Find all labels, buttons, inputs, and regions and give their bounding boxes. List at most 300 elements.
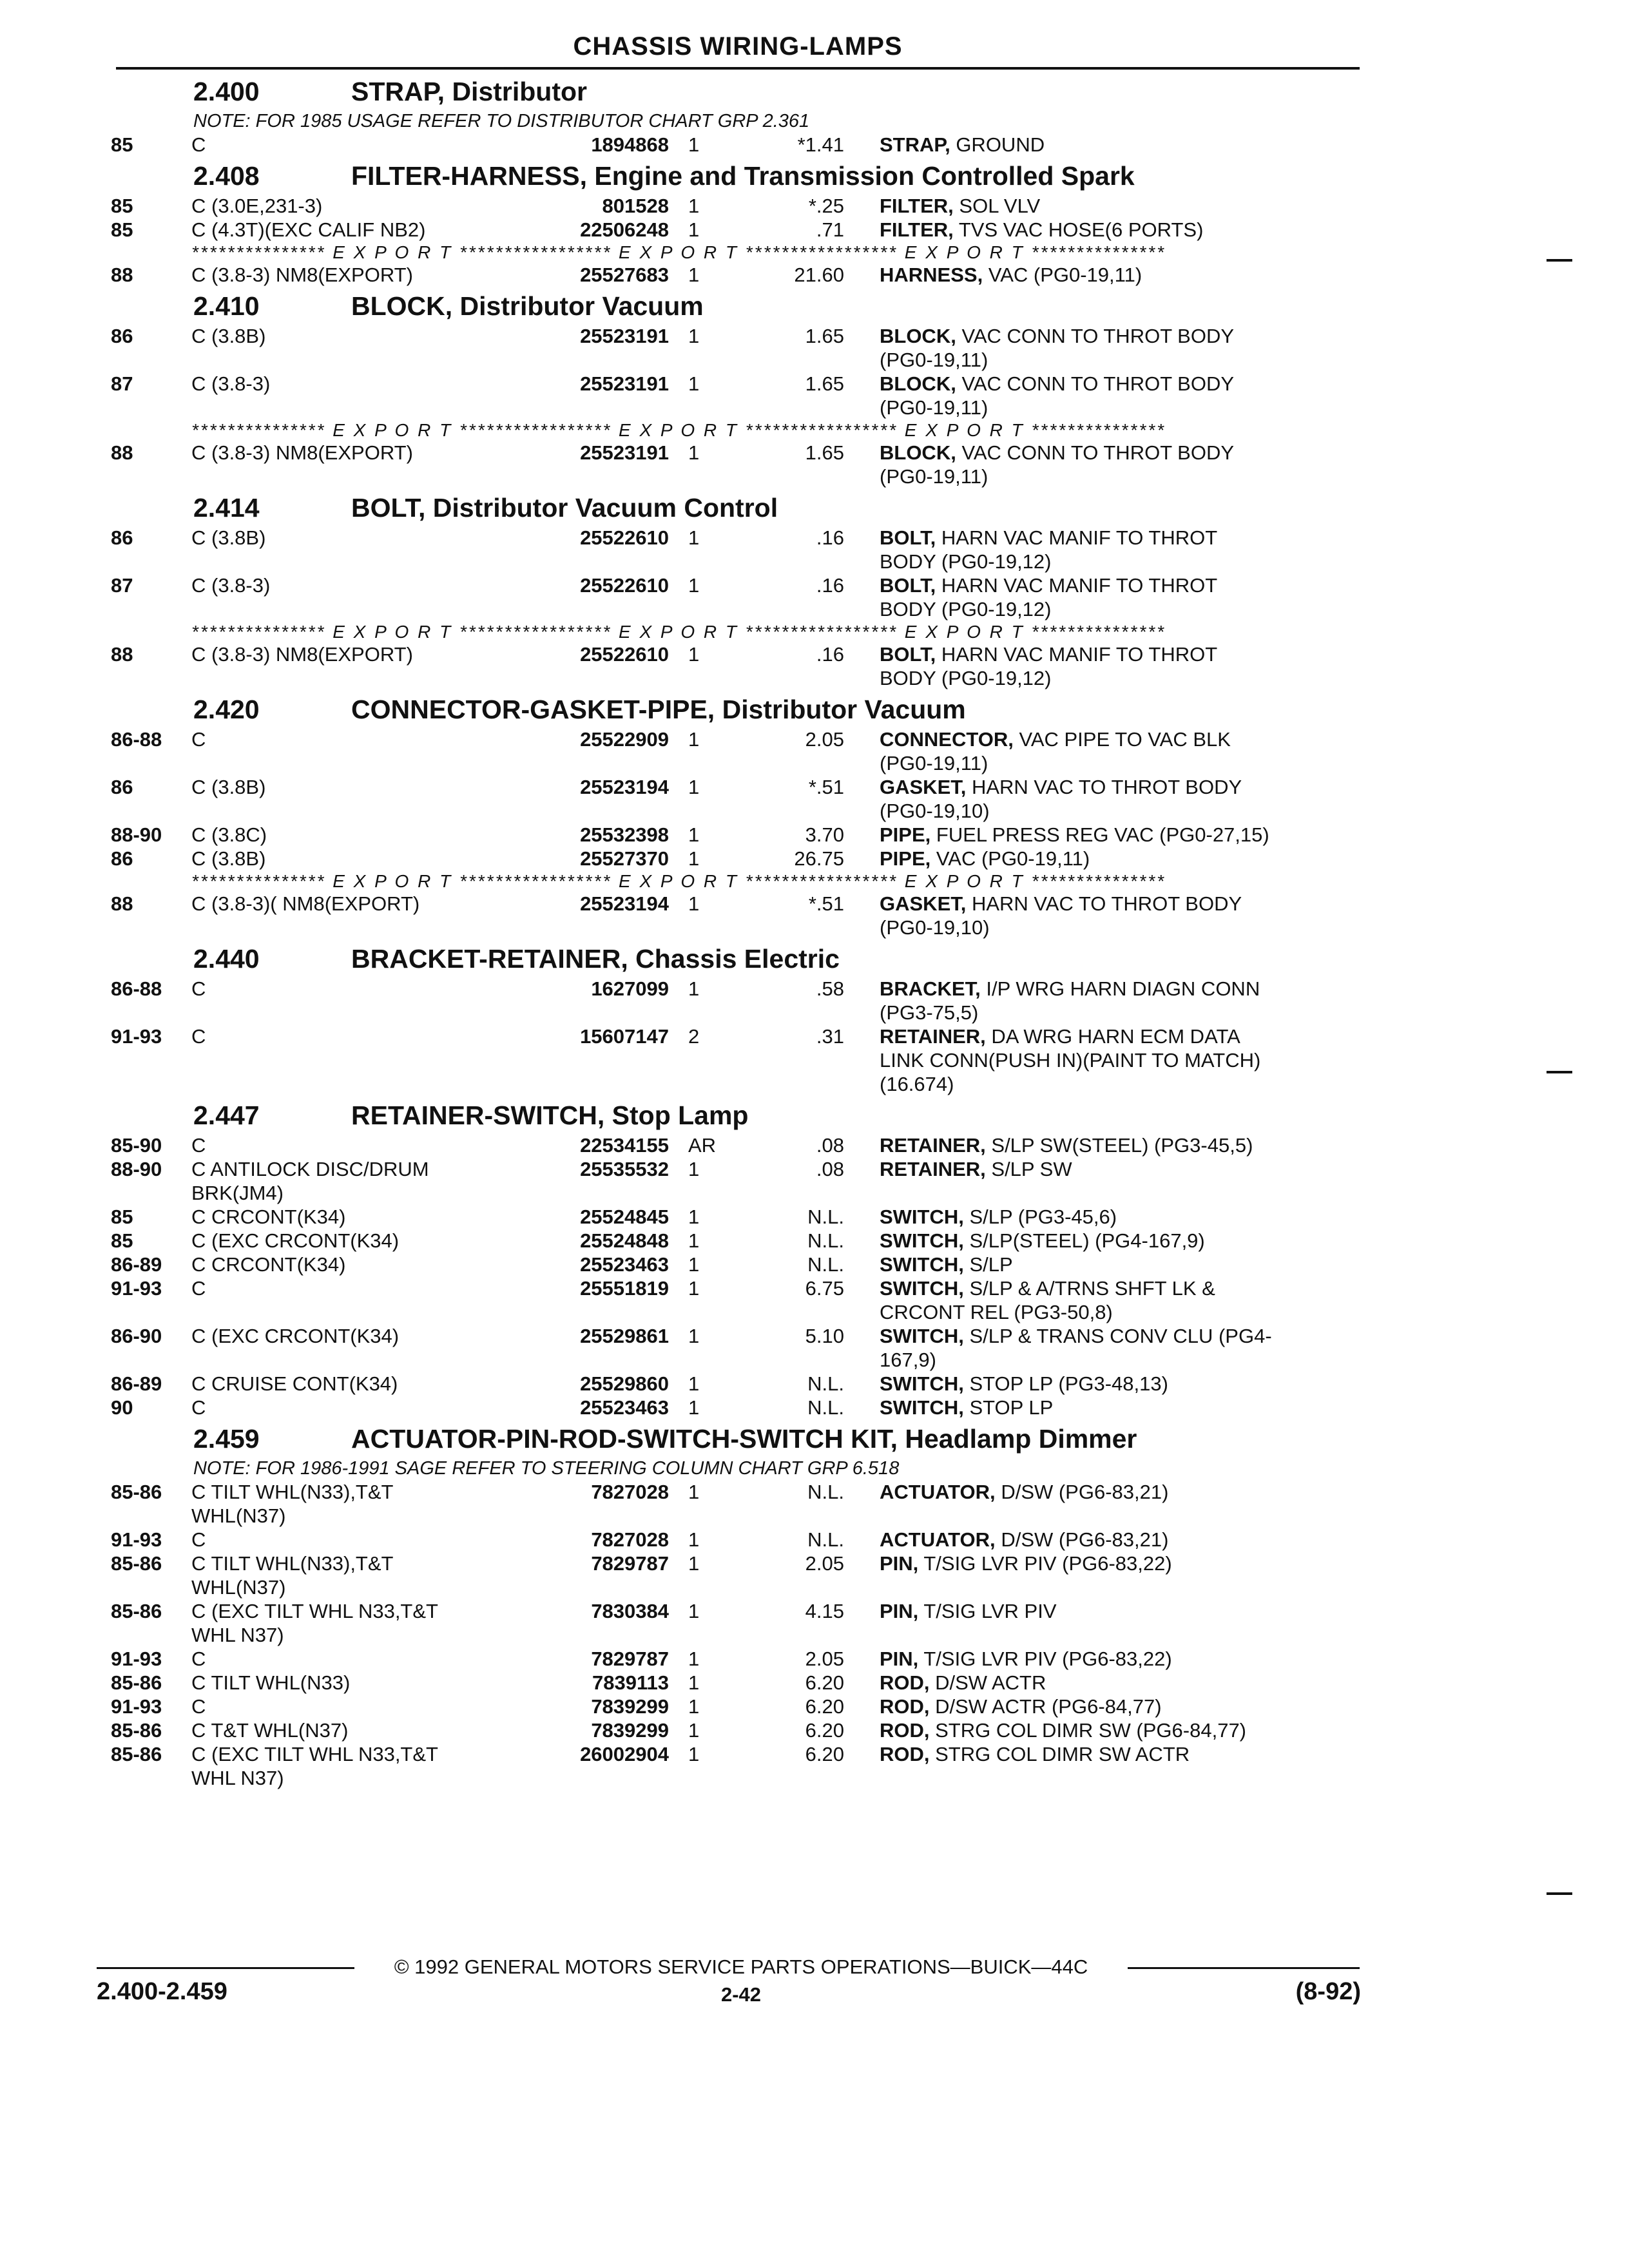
quantity: 1 [688, 1158, 700, 1180]
part-number: 25523191 [580, 325, 669, 347]
part-name-noun: FILTER, [880, 195, 954, 217]
part-name-noun: ROD, [880, 1671, 930, 1694]
usage-description [191, 1742, 539, 1790]
usage-text: C (3.8B) [191, 325, 269, 347]
part-name-text [880, 977, 1260, 1024]
usage-text: C (3.8-3) NM8(EXPORT) [191, 441, 417, 464]
table-row [0, 1157, 1629, 1205]
part-number: 25523191 [580, 441, 669, 464]
section-header [0, 1096, 1629, 1133]
part-name [880, 1024, 1353, 1096]
table-row [0, 1552, 1629, 1599]
page-title: CHASSIS WIRING-LAMPS [573, 32, 903, 61]
table-row [0, 1671, 1629, 1695]
section-title: FILTER-HARNESS, Engine and Transmission Controlled Spark [351, 161, 1135, 191]
part-name [880, 1742, 1353, 1766]
part-name-text [880, 1229, 1213, 1252]
quantity: 1 [688, 1695, 700, 1718]
model-years: 85-86 [111, 1552, 162, 1575]
part-number: 22506248 [580, 218, 669, 241]
part-name [880, 642, 1353, 690]
part-number: 25532398 [580, 823, 669, 846]
quantity: 1 [688, 1600, 700, 1622]
usage-text: C (3.8-3) [191, 574, 274, 597]
part-name-noun: SWITCH, [880, 1325, 964, 1347]
price: .71 [816, 218, 844, 241]
part-name-detail: S/LP & A/TRNS SHFT LK & CRCONT REL (PG3-50,8) [880, 1277, 1215, 1323]
part-name [880, 194, 1353, 218]
section-number: 2.440 [193, 944, 260, 974]
price: 4.15 [805, 1600, 844, 1622]
price: .08 [816, 1134, 844, 1157]
quantity: 1 [688, 728, 700, 751]
part-number: 25524848 [580, 1229, 669, 1252]
table-row [0, 1742, 1629, 1790]
model-years: 88 [111, 892, 133, 915]
section-note: NOTE: FOR 1986-1991 SAGE REFER TO STEERING COLUMN CHART GRP 6.518 [193, 1458, 900, 1479]
part-name [880, 977, 1353, 1024]
model-years: 85-86 [111, 1743, 162, 1765]
quantity: 1 [688, 847, 700, 870]
price: .16 [816, 526, 844, 549]
part-name-text [880, 1325, 1272, 1371]
quantity: AR [688, 1134, 717, 1157]
section-header [0, 939, 1629, 977]
part-name-detail: DA WRG HARN ECM DATA LINK CONN(PUSH IN)(PAINT TO MATCH) (16.674) [880, 1025, 1261, 1095]
model-years: 91-93 [111, 1025, 162, 1048]
price: .08 [816, 1158, 844, 1180]
part-name [880, 727, 1353, 775]
quantity: 1 [688, 1528, 700, 1551]
table-row [0, 1205, 1629, 1229]
part-number: 7839113 [592, 1671, 669, 1694]
part-name-detail: S/LP SW(STEEL) (PG3-45,5) [991, 1134, 1253, 1157]
price: 21.60 [794, 264, 844, 286]
part-name-detail: D/SW ACTR (PG6-84,77) [935, 1695, 1162, 1718]
export-divider: *************** E X P O R T ***************** E X P O R T ***************** E X P O R T *************** [191, 420, 1166, 440]
part-name [880, 892, 1353, 939]
section-title: BRACKET-RETAINER, Chassis Electric [351, 944, 840, 974]
model-years: 86-89 [111, 1372, 162, 1395]
table-row [0, 218, 1629, 242]
part-name-detail: HARN VAC MANIF TO THROT BODY (PG0-19,12) [880, 574, 1218, 620]
part-name [880, 372, 1353, 419]
part-name-text [880, 441, 1234, 488]
quantity: 1 [688, 1552, 700, 1575]
table-row [0, 977, 1629, 1024]
model-years: 85-90 [111, 1134, 162, 1157]
part-name-noun: STRAP, [880, 133, 950, 156]
quantity: 1 [688, 823, 700, 846]
usage-description [191, 1276, 539, 1300]
usage-description [191, 526, 539, 550]
quantity: 1 [688, 195, 700, 217]
section-note: NOTE: FOR 1985 USAGE REFER TO DISTRIBUTOR CHART GRP 2.361 [193, 111, 810, 131]
price: 1.65 [805, 372, 844, 395]
part-name-detail: D/SW (PG6-83,21) [1001, 1481, 1169, 1503]
section-number: 2.410 [193, 291, 260, 321]
part-name [880, 526, 1353, 573]
usage-text: C CRUISE CONT(K34) [191, 1372, 401, 1395]
table-row [0, 1599, 1629, 1647]
part-name-detail: HARN VAC MANIF TO THROT BODY (PG0-19,12) [880, 526, 1218, 573]
model-years: 85 [111, 133, 133, 156]
model-years: 86-90 [111, 1325, 162, 1347]
footer-section-range: 2.400-2.459 [97, 1978, 227, 2005]
part-number: 25529860 [580, 1372, 669, 1395]
usage-text: C (3.8B) [191, 847, 269, 870]
part-name-detail: S/LP(STEEL) (PG4-167,9) [969, 1229, 1205, 1252]
usage-description [191, 892, 539, 916]
usage-text: C (3.8C) [191, 823, 271, 846]
usage-text: C [191, 1025, 209, 1048]
price: 6.20 [805, 1671, 844, 1694]
price: N.L. [807, 1528, 844, 1551]
part-name-noun: GASKET, [880, 776, 967, 798]
model-years: 91-93 [111, 1695, 162, 1718]
footer-rule-right [1128, 1967, 1360, 1969]
price: 6.75 [805, 1277, 844, 1300]
usage-description [191, 1647, 539, 1671]
usage-description [191, 1024, 539, 1048]
part-name-noun: ROD, [880, 1695, 930, 1718]
table-row [0, 1133, 1629, 1157]
part-name-text [880, 195, 1048, 217]
part-name [880, 573, 1353, 621]
price: N.L. [807, 1372, 844, 1395]
part-number: 7829787 [591, 1648, 669, 1670]
part-name [880, 1372, 1353, 1396]
part-number: 7839299 [591, 1719, 669, 1742]
part-name [880, 823, 1353, 847]
usage-description [191, 1229, 539, 1253]
price: .16 [816, 643, 844, 666]
model-years: 91-93 [111, 1648, 162, 1670]
usage-description [191, 642, 539, 666]
usage-text: C (3.0E,231-3) [191, 195, 326, 217]
part-name-detail: VAC PIPE TO VAC BLK (PG0-19,11) [880, 728, 1231, 774]
price: 26.75 [794, 847, 844, 870]
table-row [0, 573, 1629, 621]
part-name-text [880, 1743, 1197, 1765]
section-header [0, 690, 1629, 727]
part-name [880, 1229, 1353, 1253]
part-name-text [880, 847, 1097, 870]
table-row [0, 642, 1629, 690]
part-name-text [880, 1671, 1054, 1694]
part-name-detail: TVS VAC HOSE(6 PORTS) [958, 218, 1204, 241]
quantity: 1 [688, 218, 700, 241]
part-name-detail: VAC CONN TO THROT BODY (PG0-19,11) [880, 372, 1235, 419]
part-name-text [880, 643, 1217, 689]
table-row [0, 1647, 1629, 1671]
part-name-text [880, 1552, 1180, 1575]
table-row [0, 727, 1629, 775]
quantity: 1 [688, 325, 700, 347]
usage-text: C T&T WHL(N37) [191, 1719, 352, 1742]
part-name-noun: RETAINER, [880, 1134, 986, 1157]
price: N.L. [807, 1481, 844, 1503]
footer-page-number: 2-42 [720, 1983, 762, 2006]
model-years: 85-86 [111, 1600, 162, 1622]
part-name-noun: ACTUATOR, [880, 1481, 996, 1503]
model-years: 86-89 [111, 1253, 162, 1276]
quantity: 2 [688, 1025, 700, 1048]
part-name [880, 1253, 1353, 1276]
model-years: 88 [111, 643, 133, 666]
table-row [0, 1480, 1629, 1528]
usage-description [191, 775, 539, 799]
part-name-noun: BLOCK, [880, 325, 956, 347]
part-name-noun: BRACKET, [880, 977, 981, 1000]
quantity: 1 [688, 1671, 700, 1694]
quantity: 1 [688, 1325, 700, 1347]
table-row [0, 1372, 1629, 1396]
part-name-detail: D/SW (PG6-83,21) [1001, 1528, 1169, 1551]
part-name-noun: RETAINER, [880, 1158, 986, 1180]
usage-description [191, 1372, 539, 1396]
part-name-text [880, 1396, 1061, 1419]
section-title: BOLT, Distributor Vacuum Control [351, 493, 778, 523]
table-row [0, 1024, 1629, 1096]
part-name-noun: BOLT, [880, 526, 936, 549]
usage-text: C [191, 1134, 209, 1157]
model-years: 85 [111, 218, 133, 241]
price: *.51 [808, 892, 844, 915]
usage-text: C [191, 1277, 209, 1300]
part-name-noun: SWITCH, [880, 1206, 964, 1228]
part-name-text [880, 728, 1231, 774]
part-number: 25551819 [580, 1277, 669, 1300]
usage-text: C (EXC TILT WHL N33,T&T WHL N37) [191, 1600, 438, 1646]
part-name-noun: PIN, [880, 1648, 919, 1670]
part-name-detail: STOP LP (PG3-48,13) [969, 1372, 1168, 1395]
model-years: 87 [111, 372, 133, 395]
part-name [880, 1480, 1353, 1504]
usage-description [191, 1133, 539, 1157]
part-number: 25523463 [580, 1396, 669, 1419]
part-name-detail: VAC CONN TO THROT BODY (PG0-19,11) [880, 441, 1235, 488]
usage-text: C (3.8-3) NM8(EXPORT) [191, 264, 417, 286]
model-years: 86-88 [111, 728, 162, 751]
part-number: 7829787 [591, 1552, 669, 1575]
usage-description [191, 1671, 539, 1695]
quantity: 1 [688, 264, 700, 286]
section-header [0, 72, 1629, 110]
usage-description [191, 133, 539, 157]
part-name [880, 441, 1353, 488]
usage-description [191, 573, 539, 597]
part-name-detail: T/SIG LVR PIV (PG6-83,22) [923, 1648, 1172, 1670]
usage-text: C (3.8-3)( NM8(EXPORT) [191, 892, 423, 915]
part-number: 7830384 [591, 1600, 669, 1622]
part-name-detail: I/P WRG HARN DIAGN CONN (PG3-75,5) [880, 977, 1260, 1024]
part-number: 1627099 [591, 977, 669, 1000]
price: *1.41 [797, 133, 844, 156]
part-number: 25529861 [580, 1325, 669, 1347]
price: 2.05 [805, 1552, 844, 1575]
usage-text: C (3.8-3) NM8(EXPORT) [191, 643, 417, 666]
part-name-detail: S/LP (PG3-45,6) [969, 1206, 1117, 1228]
part-number: 25522610 [580, 643, 669, 666]
quantity: 1 [688, 1719, 700, 1742]
part-name-detail: VAC CONN TO THROT BODY (PG0-19,11) [880, 325, 1235, 371]
table-row [0, 263, 1629, 287]
table-row [0, 1528, 1629, 1552]
part-number: 7827028 [591, 1528, 669, 1551]
usage-text: C (3.8B) [191, 526, 269, 549]
part-name-noun: ROD, [880, 1719, 930, 1742]
price: .16 [816, 574, 844, 597]
model-years: 86-88 [111, 977, 162, 1000]
part-name-detail: FUEL PRESS REG VAC (PG0-27,15) [936, 823, 1269, 846]
section-header [0, 1419, 1629, 1457]
part-name-text [880, 1277, 1215, 1323]
part-number: 22534155 [580, 1134, 669, 1157]
part-name [880, 1157, 1353, 1181]
part-number: 25522610 [580, 526, 669, 549]
price: 6.20 [805, 1743, 844, 1765]
part-name-text [880, 1158, 1080, 1180]
table-row [0, 1324, 1629, 1372]
part-name [880, 324, 1353, 372]
part-name-noun: PIPE, [880, 847, 931, 870]
part-name [880, 1528, 1353, 1552]
part-name-noun: HARNESS, [880, 264, 983, 286]
export-divider: *************** E X P O R T ***************** E X P O R T ***************** E X P O R T *************** [191, 242, 1166, 262]
usage-text: C (4.3T)(EXC CALIF NB2) [191, 218, 429, 241]
model-years: 88-90 [111, 823, 162, 846]
part-name-text [880, 133, 1052, 156]
usage-text: C [191, 1528, 209, 1551]
quantity: 1 [688, 1372, 700, 1395]
part-name-noun: SWITCH, [880, 1372, 964, 1395]
part-name-detail: HARN VAC TO THROT BODY (PG0-19,10) [880, 892, 1242, 939]
footer-copyright: © 1992 GENERAL MOTORS SERVICE PARTS OPERATIONS—BUICK—44C [394, 1956, 1088, 1978]
usage-description [191, 847, 539, 870]
part-name-detail: VAC (PG0-19,11) [988, 264, 1142, 286]
quantity: 1 [688, 372, 700, 395]
part-name-text [880, 264, 1150, 286]
usage-description [191, 977, 539, 1001]
margin-mark [1547, 259, 1572, 262]
part-name-text [880, 526, 1217, 573]
section-header [0, 488, 1629, 526]
part-name-text [880, 574, 1217, 620]
part-name-noun: FILTER, [880, 218, 954, 241]
model-years: 85 [111, 1206, 133, 1228]
model-years: 85-86 [111, 1481, 162, 1503]
part-name [880, 1205, 1353, 1229]
section-number: 2.408 [193, 161, 260, 191]
part-name-detail: S/LP [969, 1253, 1013, 1276]
usage-description [191, 1552, 539, 1599]
usage-description [191, 324, 539, 348]
section-title: STRAP, Distributor [351, 77, 587, 106]
quantity: 1 [688, 441, 700, 464]
quantity: 1 [688, 1481, 700, 1503]
part-name-text [880, 1481, 1176, 1503]
part-name-text [880, 1528, 1176, 1551]
quantity: 1 [688, 1648, 700, 1670]
table-row [0, 1695, 1629, 1718]
part-name-text [880, 1695, 1170, 1718]
part-name-text [880, 1719, 1254, 1742]
table-row [0, 1229, 1629, 1253]
part-name-detail: S/LP & TRANS CONV CLU (PG4- 167,9) [880, 1325, 1272, 1371]
part-name-detail: HARN VAC MANIF TO THROT BODY (PG0-19,12) [880, 643, 1218, 689]
usage-text: C [191, 1396, 209, 1419]
quantity: 1 [688, 643, 700, 666]
margin-mark [1547, 1071, 1572, 1073]
part-name [880, 263, 1353, 287]
model-years: 88-90 [111, 1158, 162, 1180]
part-number: 15607147 [580, 1025, 669, 1048]
part-name-detail: STRG COL DIMR SW (PG6-84,77) [935, 1719, 1247, 1742]
table-row [0, 372, 1629, 419]
price: N.L. [807, 1253, 844, 1276]
quantity: 1 [688, 1277, 700, 1300]
title-rule [116, 67, 1360, 70]
part-name-detail: S/LP SW [991, 1158, 1072, 1180]
price: 1.65 [805, 325, 844, 347]
section-number: 2.414 [193, 493, 260, 523]
part-name-text [880, 1025, 1260, 1095]
part-name-detail: VAC (PG0-19,11) [936, 847, 1090, 870]
usage-text: C (EXC CRCONT(K34) [191, 1325, 403, 1347]
footer-rule-left [97, 1967, 354, 1969]
usage-description [191, 1528, 539, 1552]
quantity: 1 [688, 1396, 700, 1419]
model-years: 85 [111, 1229, 133, 1252]
section-number: 2.459 [193, 1424, 260, 1454]
section-number: 2.400 [193, 77, 260, 106]
footer-date: (8-92) [1295, 1978, 1361, 2005]
usage-description [191, 823, 539, 847]
part-name-detail: GROUND [956, 133, 1045, 156]
usage-text: C [191, 977, 209, 1000]
model-years: 91-93 [111, 1528, 162, 1551]
price: N.L. [807, 1206, 844, 1228]
section-number: 2.447 [193, 1100, 260, 1130]
table-row [0, 526, 1629, 573]
margin-mark [1547, 1892, 1572, 1895]
part-name [880, 1276, 1353, 1324]
part-number: 25524845 [580, 1206, 669, 1228]
export-divider: *************** E X P O R T ***************** E X P O R T ***************** E X P O R T *************** [191, 871, 1166, 891]
price: 1.65 [805, 441, 844, 464]
part-name-text [880, 1206, 1124, 1228]
part-name-text [880, 218, 1211, 241]
quantity: 1 [688, 574, 700, 597]
part-name-detail: T/SIG LVR PIV [923, 1600, 1057, 1622]
part-number: 7839299 [591, 1695, 669, 1718]
part-name [880, 133, 1353, 157]
part-name-noun: PIN, [880, 1552, 919, 1575]
price: *.51 [808, 776, 844, 798]
table-row [0, 892, 1629, 939]
usage-text: C (EXC TILT WHL N33,T&T WHL N37) [191, 1743, 438, 1789]
usage-text: C CRCONT(K34) [191, 1206, 349, 1228]
price: .31 [816, 1025, 844, 1048]
usage-text: C ANTILOCK DISC/DRUM BRK(JM4) [191, 1158, 429, 1204]
part-name-noun: CONNECTOR, [880, 728, 1014, 751]
part-name [880, 1324, 1353, 1372]
part-name [880, 1552, 1353, 1575]
part-number: 801528 [602, 195, 669, 217]
model-years: 91-93 [111, 1277, 162, 1300]
usage-description [191, 1324, 539, 1348]
